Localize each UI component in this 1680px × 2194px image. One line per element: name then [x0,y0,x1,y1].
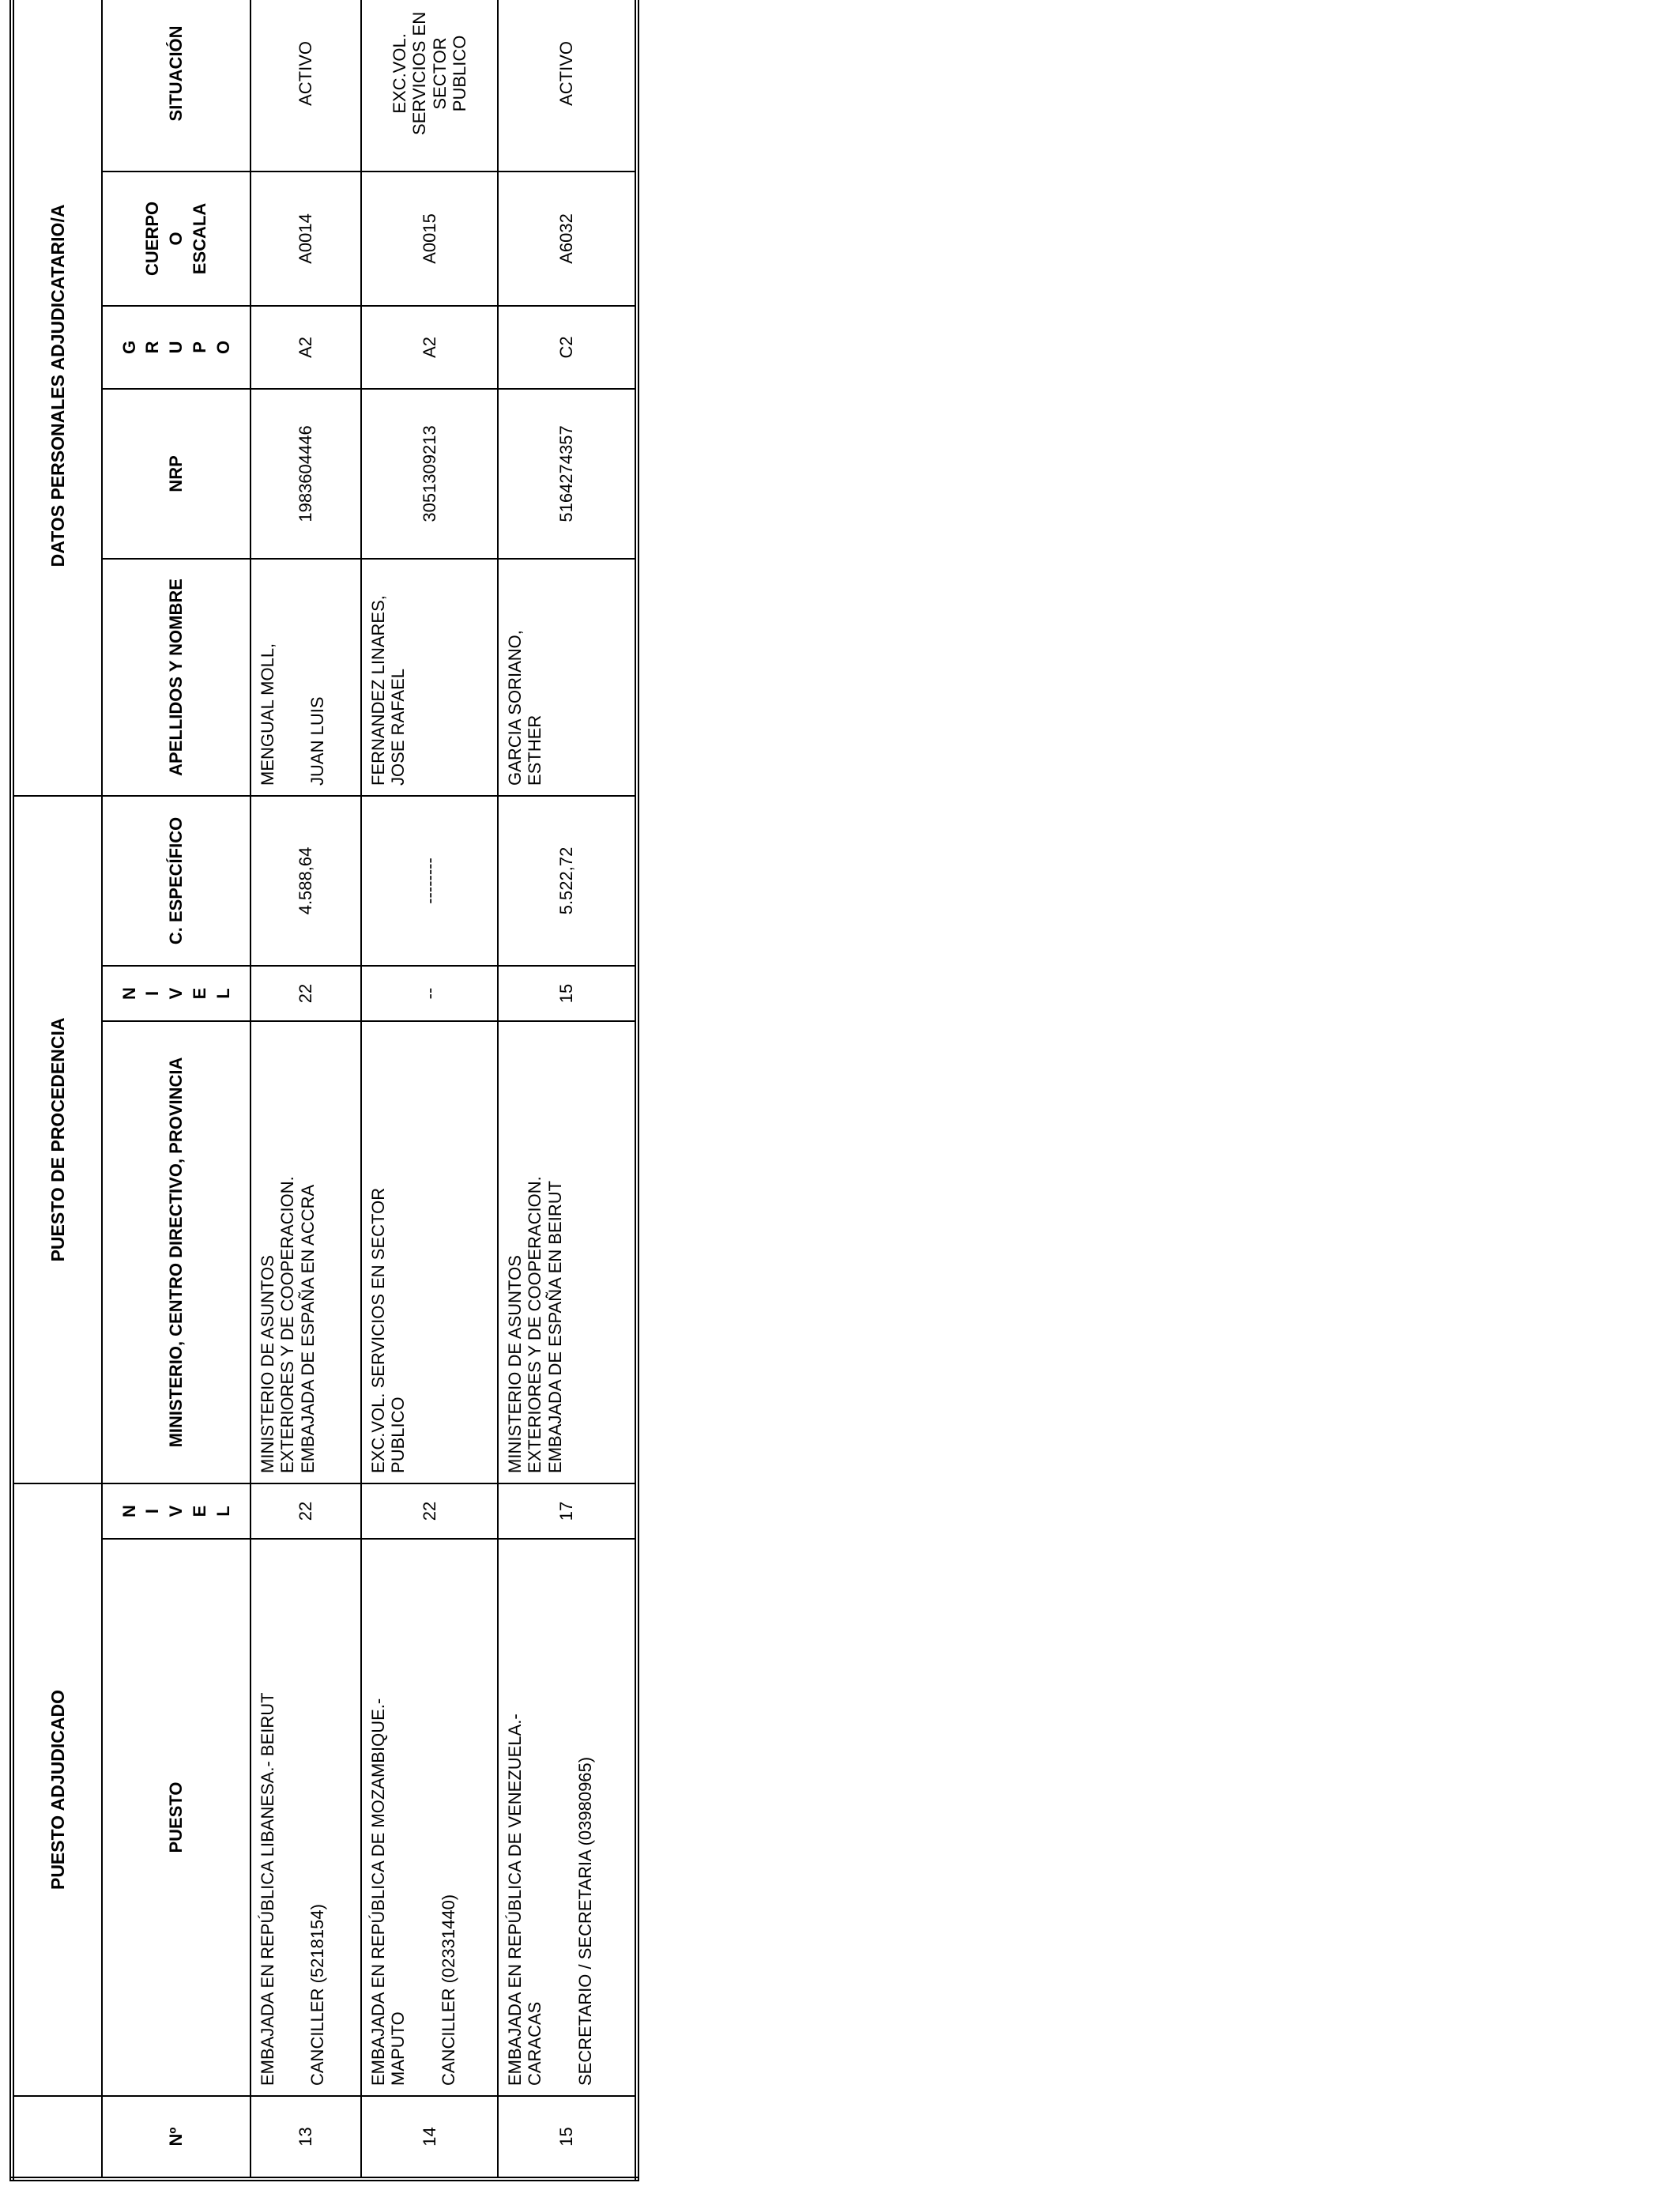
row-grupo: C2 [498,306,637,389]
header-letter: N [119,1505,139,1517]
row-puesto: EMBAJADA EN REPÚBLICA DE MOZAMBIQUE.- MAPUTO CANCILLER (02331440) [361,1539,498,2096]
section-puesto-adjudicado: PUESTO ADJUDICADO [12,1483,102,2096]
row-nrp: 1983604446 [250,389,361,559]
header-grupo [102,306,250,389]
header-letter: CUERPO [142,201,163,277]
adjudication-table [9,0,639,2181]
header-apellidos-nombre: APELLIDOS Y NOMBRE [102,559,250,796]
header-nrp: NRP [102,389,250,559]
header-letter: E [189,987,209,1000]
row-nivel: 17 [498,1483,637,1539]
row-nrp: 3051309213 [361,389,498,559]
row-nivel: 22 [361,1483,498,1539]
row-situacion: ACTIVO [250,0,361,172]
header-c-especifico: C. ESPECÍFICO [102,796,250,966]
header-puesto: PUESTO [102,1539,250,2096]
row-puesto: EMBAJADA EN REPÚBLICA DE VENEZUELA.- CARACAS SECRETARIO / SECRETARIA (03980965) [498,1539,637,2096]
header-letter: R [142,341,163,354]
header-letter: O [166,232,186,246]
row-ministerio: EXC.VOL. SERVICIOS EN SECTOR PUBLICO [361,1021,498,1483]
header-letter: G [119,340,139,355]
row-situacion: ACTIVO [498,0,637,172]
header-letter: V [166,1505,186,1517]
row-apellidos-nombre: FERNANDEZ LINARES, JOSE RAFAEL [361,559,498,796]
column-header-row [102,0,250,2179]
section-header-row [12,0,102,2179]
header-letter: L [213,1506,233,1517]
row-ministerio: MINISTERIO DE ASUNTOS EXTERIORES Y DE COOPERACION. EMBAJADA DE ESPAÑA EN ACCRA [250,1021,361,1483]
row-nrp: 5164274357 [498,389,637,559]
row-num: 13 [250,2096,361,2179]
header-num: Nº [102,2096,250,2179]
header-letter: P [189,341,209,353]
row-apellidos-nombre: MENGUAL MOLL, JUAN LUIS [250,559,361,796]
header-letter: I [142,990,163,997]
row-c-especifico: 4.588,64 [250,796,361,966]
header-letter: U [166,341,186,354]
table-row [361,0,498,2179]
row-grupo: A2 [361,306,498,389]
header-letter: L [213,988,233,999]
row-apellidos-nombre: GARCIA SORIANO, ESTHER [498,559,637,796]
header-nivel [102,1483,250,1539]
header-letter: N [119,987,139,1000]
row-cuerpo: A6032 [498,172,637,306]
row-nivel-procedencia: 15 [498,966,637,1021]
row-situacion: EXC.VOL. SERVICIOS EN SECTOR PUBLICO [361,0,498,172]
row-grupo: A2 [250,306,361,389]
section-num [12,2096,102,2179]
row-ministerio: MINISTERIO DE ASUNTOS EXTERIORES Y DE COOPERACION. EMBAJADA DE ESPAÑA EN BEIRUT [498,1021,637,1483]
row-c-especifico: 5.522,72 [498,796,637,966]
row-num: 15 [498,2096,637,2179]
row-num: 14 [361,2096,498,2179]
table-row [498,0,637,2179]
row-nivel: 22 [250,1483,361,1539]
header-letter: ESCALA [189,202,209,275]
section-puesto-procedencia: PUESTO DE PROCEDENCIA [12,796,102,1483]
header-letter: E [189,1505,209,1517]
rotated-table-wrapper [9,0,639,2181]
header-nivel-procedencia [102,966,250,1021]
row-puesto: EMBAJADA EN REPÚBLICA LIBANESA.- BEIRUT CANCILLER (5218154) [250,1539,361,2096]
row-cuerpo: A0015 [361,172,498,306]
header-cuerpo-escala [102,172,250,306]
row-cuerpo: A0014 [250,172,361,306]
section-datos-personales: DATOS PERSONALES ADJUDICATARIO/A [12,0,102,796]
row-c-especifico: -------- [361,796,498,966]
header-ministerio: MINISTERIO, CENTRO DIRECTIVO, PROVINCIA [102,1021,250,1483]
header-situacion: SITUACIÓN [102,0,250,172]
header-letter: I [142,1508,163,1514]
table-row [250,0,361,2179]
row-nivel-procedencia: 22 [250,966,361,1021]
header-letter: V [166,987,186,1000]
row-nivel-procedencia: -- [361,966,498,1021]
header-letter: O [213,340,233,355]
